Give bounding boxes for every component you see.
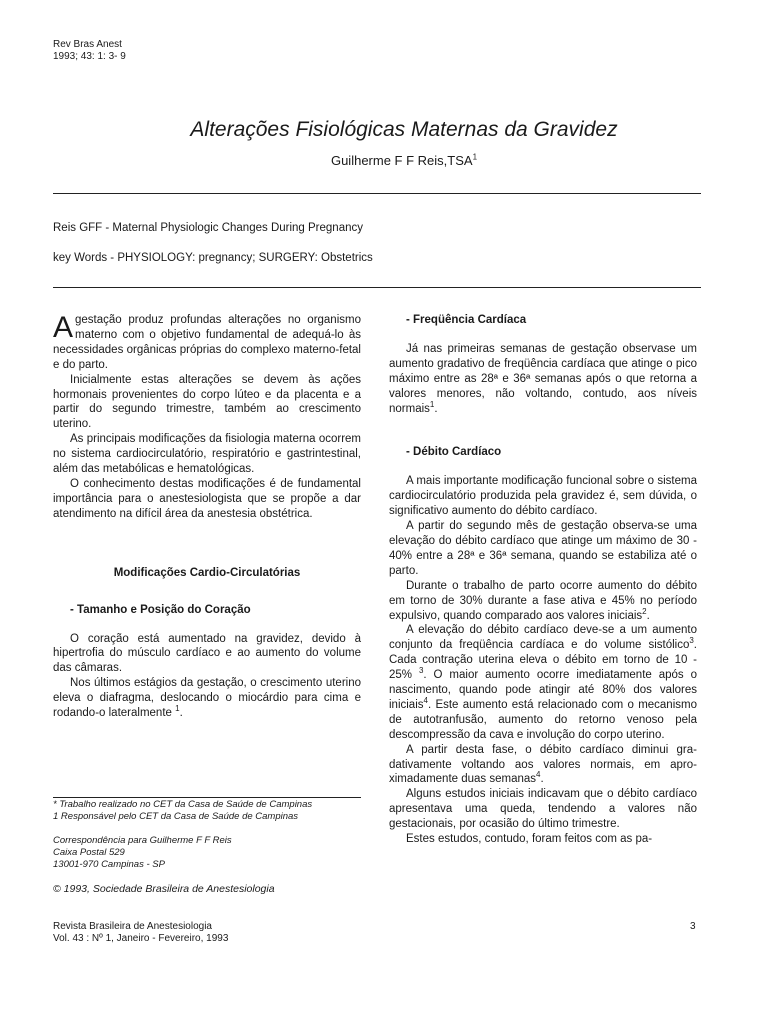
- intro-text: gestação produz profundas alterações no organismo materno com o objetivo fundamental de adequá-lo às necessidades orgânicas próprias do complexo materno-fetal e do parto.: [53, 314, 361, 371]
- article-title: Alterações Fisiológicas Maternas da Gravidez: [190, 118, 618, 141]
- author-mark: 1: [472, 152, 478, 162]
- citation-ref: 2: [642, 606, 647, 616]
- correspondence-line: 13001-970 Campinas - SP: [53, 859, 165, 870]
- subsection-heading: - Débito Cardíaco: [406, 446, 502, 459]
- correspondence-line: Caixa Postal 529: [53, 847, 125, 858]
- divider-bottom: [53, 287, 701, 288]
- right-column: [389, 313, 697, 847]
- article-author: [0, 153, 768, 168]
- correspondence-line: Correspondência para Guilherme F F Reis: [53, 835, 232, 846]
- journal-citation: 1993; 43: 1: 3- 9: [53, 51, 126, 62]
- left-column: [53, 313, 361, 721]
- footnote: * Trabalho realizado no CET da Casa de Saúde de Campinas: [53, 799, 313, 810]
- subsection-heading: - Tamanho e Posição do Coração: [70, 603, 251, 616]
- citation-ref: 1: [429, 399, 435, 409]
- paragraph-text: . O maior aumento ocorre imediatamente após o nascimento, quando pode atingir até 80% dos valores iniciais: [389, 669, 697, 711]
- citation-ref: 1: [175, 704, 180, 714]
- paragraph: A partir desta fase, o débito cardíaco diminui gradativamente voltando aos valores normais, em aproximadamente duas semanas$^4$.: [389, 743, 697, 786]
- paragraph: Estes estudos, contudo, foram feitos com as pa-: [406, 833, 653, 846]
- citation-ref: 3: [689, 636, 694, 646]
- divider-top: [53, 193, 701, 194]
- paragraph: A mais importante modificação funcional sobre o sistema cardiocirculatório produzida pela gravidez é, sem dúvida, o significativo aumento do débito cardíaco.: [389, 475, 697, 518]
- keywords: key Words - PHYSIOLOGY: pregnancy; SURGERY: Obstetrics: [53, 252, 373, 264]
- paragraph: Nos últimos estágios da gestação, o crescimento uterino eleva o diafragma, deslocando o miocárdio para cima e rodando-o lateralmente $^1$.: [53, 677, 361, 720]
- paragraph-text: . Cada contração uterina eleva o débito em torno de 10 - 25%: [389, 639, 697, 682]
- subsection-heading: - Freqüência Cardíaca: [406, 314, 527, 326]
- journal-abbr: Rev Bras Anest: [53, 39, 122, 50]
- footnote: 1 Responsável pelo CET da Casa de Saúde de Campinas: [53, 811, 299, 822]
- copyright: © 1993, Sociedade Brasileira de Anestesiologia: [53, 883, 275, 895]
- intro-paragraph: [53, 313, 361, 373]
- paragraph-text: A partir desta fase, o débito cardíaco diminui gradativamente voltando aos valores normais, em aproximadamente duas semanas: [389, 743, 697, 786]
- paragraph-text: A elevação do débito cardíaco deve-se a um aumento conjunto da freqüência cardíaca e do volume sistólico: [389, 624, 697, 652]
- footnotes: [53, 799, 373, 871]
- drop-cap: A: [53, 311, 74, 344]
- footnote-rule: [53, 797, 361, 798]
- footer-issue: Vol. 43 : Nº 1, Janeiro - Fevereiro, 1993: [53, 933, 229, 944]
- author-name: Guilherme F F Reis,TSA: [330, 153, 473, 168]
- paragraph-text: Já nas primeiras semanas de gestação observase um aumento gradativo de freqüência cardíaca que atinge o pico máximo entre as 28ª e 36ª semanas após o que retorna a valores menores, não voltando, contudo, aos níveis normais: [389, 342, 697, 415]
- footer-journal: Revista Brasileira de Anestesiologia: [53, 921, 212, 932]
- page-number: 3: [690, 921, 696, 932]
- paragraph: [389, 623, 697, 742]
- citation-ref: 3: [418, 666, 424, 676]
- paragraph: Durante o trabalho de parto ocorre aumento do débito em torno de 30% durante a fase ativa e 45% no período expulsivo, quando comparado aos valores iniciais$^2$.: [389, 579, 697, 622]
- paragraph-text: . Este aumento está relacionado com o mecanismo de autotranfusão, aumento do retorno venoso pela descompressão da cava e involução do corpo uterino.: [389, 698, 697, 741]
- paragraph: As principais modificações da fisiologia materna ocorrem no sistema cardiocirculatório, respiratório e gastrintestinal, além das metabólicas e hematológicas.: [53, 433, 361, 476]
- paragraph-text: Nos últimos estágios da gestação, o crescimento uterino eleva o diafragma, deslocando o miocárdio para cima e rodando-o lateralmente: [53, 677, 361, 720]
- paragraph: Inicialmente estas alterações se devem às ações hormonais provenientes do corpo lúteo e da placenta e a partir do segundo trimestre, também ao crescimento uterino.: [53, 373, 361, 431]
- page-footer: [53, 921, 228, 945]
- citation-ref: 4: [536, 770, 541, 780]
- journal-header: [53, 39, 126, 63]
- paragraph: Alguns estudos iniciais indicavam que o débito cardíaco apresentava uma queda, tendendo a valores não gestacionais, por ocasião do último trimestre.: [389, 788, 697, 831]
- english-reference: Reis GFF - Maternal Physiologic Changes During Pregnancy: [53, 222, 363, 234]
- paragraph: O conhecimento destas modificações é de fundamental importância para o anestesiologista que se propõe a dar atendimento na difícil área da anestesia obstétrica.: [53, 477, 361, 520]
- section-heading: Modificações Cardio-Circulatórias: [113, 566, 301, 579]
- paragraph: O coração está aumentado na gravidez, devido à hipertrofia do músculo cardíaco e ao aumento do volume das câmaras.: [53, 632, 361, 675]
- paragraph-text: Durante o trabalho de parto ocorre aumento do débito em torno de 30% durante a fase ativa e 45% no período expulsivo, quando comparado aos valores iniciais: [389, 579, 697, 622]
- paragraph: Já nas primeiras semanas de gestação observase um aumento gradativo de freqüência cardíaca que atinge o pico máximo entre as 28ª e 36ª semanas após o que retorna a valores menores, não voltando, contudo, aos níveis normais$^1$.: [389, 342, 697, 415]
- paragraph: A partir do segundo mês de gestação observa-se uma elevação do débito cardíaco que atinge um máximo de 30 - 40% entre a 28ª e 36ª semana, quando se estabiliza até o parto.: [389, 520, 697, 577]
- citation-ref: 4: [423, 696, 428, 706]
